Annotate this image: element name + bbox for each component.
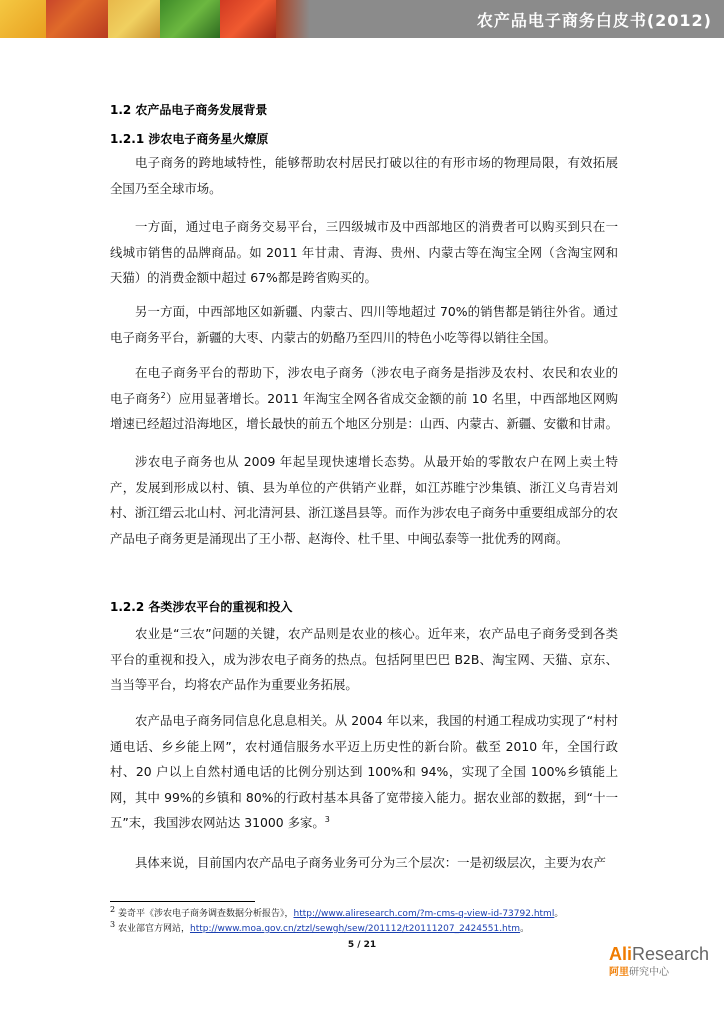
- footnote-text: 姜奇平《涉农电子商务调查数据分析报告》，: [117, 909, 294, 919]
- paragraph: [110, 708, 618, 836]
- logo-ali: Ali: [609, 944, 633, 964]
- paragraph-text: 在电子商务平台的帮助下，涉农电子商务（涉农电子商务是指涉及农村、农民和农业的电子商务: [110, 365, 618, 406]
- logo-sub-rest: 研究中心: [629, 967, 669, 978]
- footnote-ref-3[interactable]: 3: [324, 815, 330, 825]
- subsection-heading-1: 1.2.1 涉农电子商务星火燎原: [110, 132, 269, 146]
- footnote-divider: [110, 901, 255, 902]
- paragraph-text: ）应用显著增长。2011 年淘宝全网各省成交金额的前 10 名里，中西部地区网购增速已经超过沿海地区，增长最快的前五个地区分别是：山西、内蒙古、新疆、安徽和甘肃。: [110, 390, 619, 432]
- logo-research: Research: [632, 944, 710, 964]
- paragraph: 涉农电子商务也从 2009 年起呈现快速增长态势。从最开始的零散农户在网上卖土特产，发展到形成以村、镇、县为单位的产供销产业群，如江苏睢宁沙集镇、浙江义乌青岩刘村、浙江缙云北山村、河北清河县、浙江遂昌县等。而作为涉农电子商务中重要组成部分的农产品电子商务更是涌现出了王小帮、赵海伶、杜千里、中闽弘泰等一批优秀的网商。: [110, 454, 619, 546]
- footnote-number: 2: [110, 905, 116, 914]
- footnote-end: 。: [554, 909, 564, 919]
- paragraph: 另一方面，中西部地区如新疆、内蒙古、四川等地超过 70%的销售都是销往外省。通过电子商务平台，新疆的大枣、内蒙古的奶酪乃至四川的特色小吃等得以销往全国。: [110, 304, 618, 345]
- produce-banner-image: [0, 0, 310, 38]
- footnote-end: 。: [520, 924, 530, 934]
- footnote-ref-2[interactable]: 2: [160, 390, 166, 400]
- footnote-link[interactable]: http://www.moa.gov.cn/ztzl/sewgh/sew/201112/t20111207_2424551.htm: [189, 924, 521, 934]
- paragraph: [110, 360, 618, 437]
- paragraph: 农业是“三农”问题的关键，农产品则是农业的核心。近年来，农产品电子商务受到各类平台的重视和投入，成为涉农电子商务的热点。包括阿里巴巴 B2B、淘宝网、天猫、京东、当当等平台，均将农产品作为重要业务拓展。: [110, 626, 618, 693]
- footnote-2: [110, 906, 563, 919]
- logo-sub-ali: 阿里: [609, 967, 629, 978]
- footnote-link[interactable]: http://www.aliresearch.com/?m-cms-q-view-id-73792.html: [293, 909, 555, 919]
- section-heading: 1.2 农产品电子商务发展背景: [110, 103, 268, 117]
- document-title: 农产品电子商务白皮书(2012): [476, 11, 712, 30]
- paragraph: 电子商务的跨地域特性，能够帮助农村居民打破以往的有形市场的物理局限，有效拓展全国乃至全球市场。: [110, 155, 618, 196]
- paragraph-text: 农产品电子商务同信息化息息相关。从 2004 年以来，我国的村通工程成功实现了“村村通电话、乡乡能上网”，农村通信服务水平迈上历史性的新台阶。截至 2010 年，全国行政村、20 户以上自然村通电话的比例分别达到 100%和 94%，实现了全国 100%乡镇能上网，其中 99%的乡镇和 80%的行政村基本具备了宽带接入能力。据农业部的数据，到“十一五”末，我国涉农网站达 31000 多家。: [110, 713, 618, 831]
- page-number: 5 / 21: [347, 940, 377, 950]
- aliresearch-logo: [609, 944, 709, 978]
- footnote-text: 农业部官方网站，: [117, 924, 190, 934]
- paragraph: 具体来说，目前国内农产品电子商务业务可分为三个层次：一是初级层次，主要为农产: [135, 855, 606, 870]
- footnote-3: [110, 921, 529, 934]
- footnote-number: 3: [110, 920, 116, 929]
- subsection-heading-2: 1.2.2 各类涉农平台的重视和投入: [110, 600, 293, 614]
- paragraph: 一方面，通过电子商务交易平台，三四级城市及中西部地区的消费者可以购买到只在一线城市销售的品牌商品。如 2011 年甘肃、青海、贵州、内蒙古等在淘宝全网（含淘宝网和天猫）的消费金额中超过 67%都是跨省购买的。: [110, 219, 618, 286]
- page-header: [0, 0, 724, 38]
